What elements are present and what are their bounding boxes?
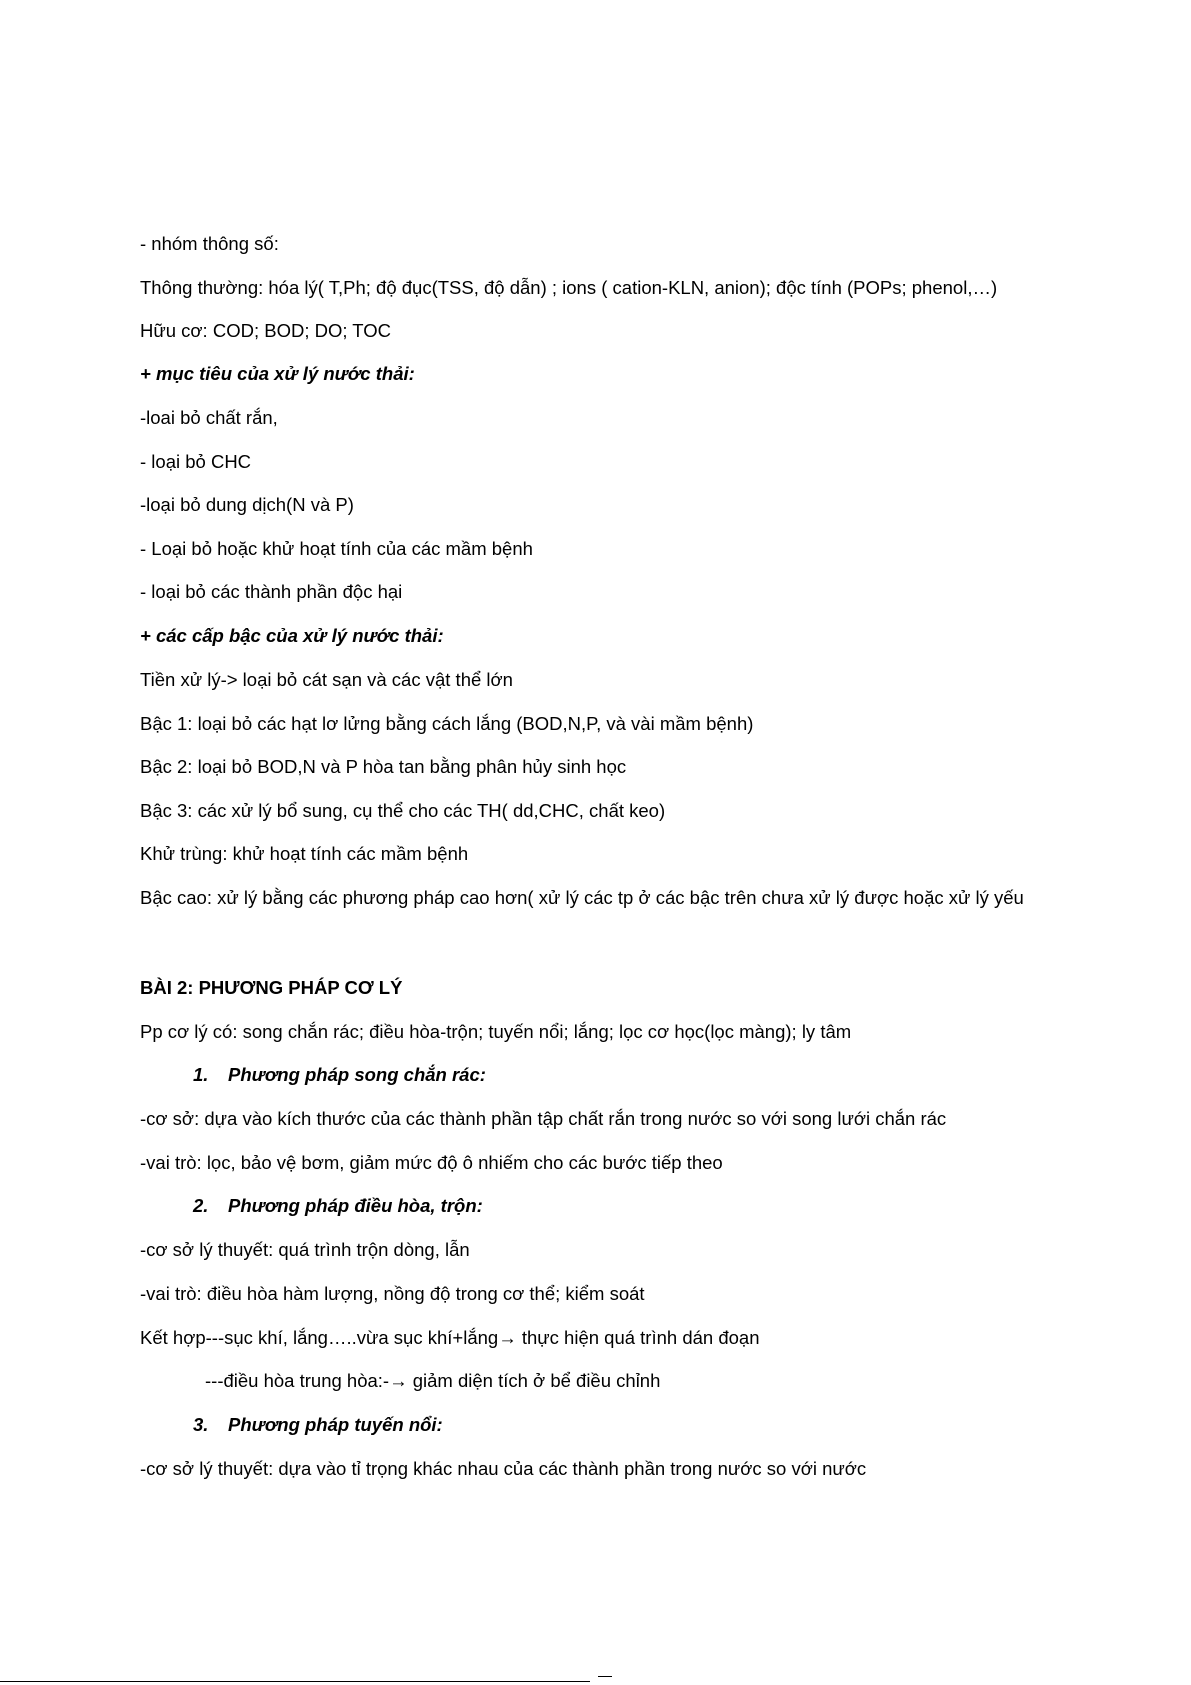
lesson-2-title: BÀI 2: PHƯƠNG PHÁP CƠ LÝ (140, 977, 403, 998)
common-parameters-line: Thông thường: hóa lý( T,Ph; độ đục(TSS, độ dẫn) ; ions ( cation-KLN, anion); độc tính (POPs; phenol,…) (140, 277, 998, 298)
level-pretreatment: Tiền xử lý-> loại bỏ cát sạn và các vật thể lớn (140, 669, 513, 690)
method-2-combination (140, 1326, 760, 1350)
level-advanced: Bậc cao: xử lý bằng các phương pháp cao hơn( xử lý các tp ở các bậc trên chưa xử lý được hoặc xử lý yếu (140, 887, 1024, 908)
goal-solids: -loai bỏ chất rắn, (140, 407, 278, 428)
method-3-basis: -cơ sở lý thuyết: dựa vào tỉ trọng khác nhau của các thành phần trong nước so với nước (140, 1458, 867, 1479)
goal-toxics: - loại bỏ các thành phần độc hại (140, 581, 403, 602)
neutralization-result: giảm diện tích ở bể điều chỉnh (407, 1370, 661, 1391)
method-2-number: 2. (193, 1195, 209, 1216)
method-2-heading (193, 1194, 483, 1218)
method-1-role: -vai trò: lọc, bảo vệ bơm, giảm mức độ ô nhiếm cho các bước tiếp theo (140, 1152, 723, 1173)
method-1-basis: -cơ sở: dựa vào kích thước của các thành phần tập chất rắn trong nước so với song lưới chắn rác (140, 1108, 947, 1129)
method-3-heading (193, 1413, 443, 1437)
level-disinfection: Khử trùng: khử hoạt tính các mầm bệnh (140, 843, 469, 864)
method-2-basis: -cơ sở lý thuyết: quá trình trộn dòng, lẫn (140, 1239, 470, 1260)
method-1-heading (193, 1063, 486, 1087)
goal-pathogens: - Loại bỏ hoặc khử hoạt tính của các mầm bệnh (140, 538, 533, 559)
treatment-levels-heading: + các cấp bậc của xử lý nước thải: (140, 625, 444, 646)
method-2-neutralization (205, 1369, 660, 1393)
treatment-goals-heading: + mục tiêu của xử lý nước thải: (140, 363, 415, 384)
combination-result: thực hiện quá trình dán đoạn (516, 1327, 760, 1348)
footer-mark (598, 1676, 612, 1677)
method-3-number: 3. (193, 1414, 209, 1435)
method-2-title: Phương pháp điều hòa, trộn: (228, 1195, 483, 1216)
right-arrow-icon: → (498, 1327, 517, 1348)
footer-divider (0, 1681, 590, 1682)
goal-chc: - loại bỏ CHC (140, 451, 252, 472)
right-arrow-icon: → (389, 1370, 408, 1391)
level-2: Bậc 2: loại bỏ BOD,N và P hòa tan bằng phân hủy sinh học (140, 756, 627, 777)
method-3-title: Phương pháp tuyến nổi: (228, 1414, 443, 1435)
method-1-title: Phương pháp song chắn rác: (228, 1064, 486, 1085)
parameter-group-heading: - nhóm thông số: (140, 233, 279, 254)
goal-nutrients: -loại bỏ dung dịch(N và P) (140, 494, 354, 515)
organic-parameters-line: Hữu cơ: COD; BOD; DO; TOC (140, 320, 392, 341)
level-3: Bậc 3: các xử lý bổ sung, cụ thể cho các TH( dd,CHC, chất keo) (140, 800, 666, 821)
method-1-number: 1. (193, 1064, 209, 1085)
methods-overview: Pp cơ lý có: song chắn rác; điều hòa-trộn; tuyến nổi; lắng; lọc cơ học(lọc màng); ly tâm (140, 1021, 852, 1042)
method-2-role: -vai trò: điều hòa hàm lượng, nồng độ trong cơ thể; kiểm soát (140, 1283, 645, 1304)
level-1: Bậc 1: loại bỏ các hạt lơ lửng bằng cách lắng (BOD,N,P, và vài mầm bệnh) (140, 713, 754, 734)
neutralization-text: ---điều hòa trung hòa:- (205, 1370, 390, 1391)
combination-text: Kết hợp---sục khí, lắng…..vừa sục khí+lắng (140, 1327, 499, 1348)
